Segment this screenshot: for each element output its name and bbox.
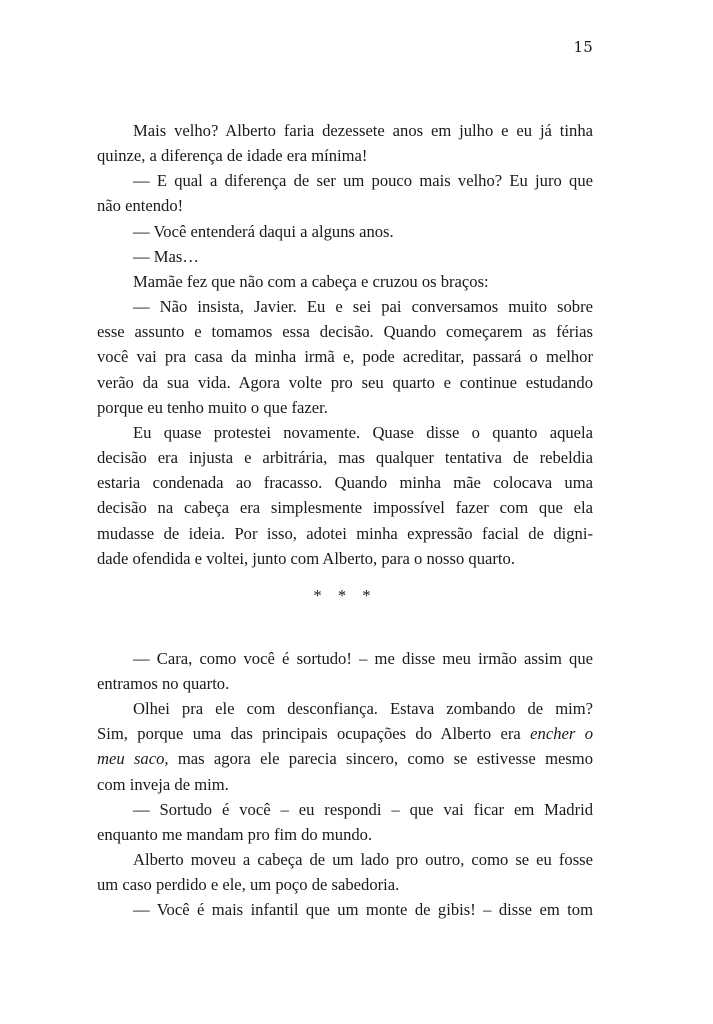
paragraph	[97, 219, 593, 244]
paragraph	[97, 294, 593, 420]
text-line: — Não insista, Javier. Eu e sei pai conversamos muito sobre	[133, 297, 593, 317]
text-line: — Cara, como você é sortudo! – me disse meu irmão assim que	[133, 648, 593, 668]
text-line: estaria condenada ao fracasso. Quando minha mãe colocava uma	[97, 473, 593, 493]
text-run: Sim, porque uma das principais ocupações do Alberto era	[97, 724, 531, 744]
text-line: você vai pra casa da minha irmã e, pode acreditar, passará o melhor	[97, 347, 593, 367]
text-line: porque eu tenho muito o que fazer.	[97, 397, 328, 417]
paragraph	[97, 797, 593, 847]
text-line: — Você entenderá daqui a alguns anos.	[133, 221, 394, 241]
paragraph	[97, 847, 593, 897]
text-line: não entendo!	[97, 196, 184, 216]
text-line: Alberto moveu a cabeça de um lado pro outro, como se eu fosse	[133, 850, 593, 870]
text-line: decisão era injusta e arbitrária, mas qualquer tentativa de rebeldia	[97, 448, 593, 468]
text-line: enquanto me mandam pro fim do mundo.	[97, 824, 373, 844]
text-line: mudasse de ideia. Por isso, adotei minha expressão facial de digni-	[97, 523, 593, 543]
paragraph	[97, 696, 593, 797]
text-line: — Mas…	[133, 246, 199, 266]
page-number: 15	[573, 38, 593, 56]
paragraph	[97, 897, 593, 922]
text-line: quinze, a diferença de idade era mínima!	[97, 146, 368, 166]
paragraph	[97, 646, 593, 696]
italic-text: encher o	[530, 724, 593, 744]
text-line: entramos no quarto.	[97, 673, 230, 693]
paragraph	[97, 118, 593, 168]
text-line: Mamãe fez que não com a cabeça e cruzou os braços:	[133, 271, 489, 291]
text-run: mas agora ele parecia sincero, como se estivesse mesmo	[168, 749, 594, 769]
paragraph	[97, 168, 593, 218]
text-line: Olhei pra ele com desconfiança. Estava zombando de mim?	[133, 699, 593, 719]
text-line: — Sortudo é você – eu respondi – que vai ficar em Madrid	[133, 799, 593, 819]
text-line: Mais velho? Alberto faria dezessete anos em julho e eu já tinha	[133, 121, 593, 140]
text-line: verão da sua vida. Agora volte pro seu quarto e continue estudando	[97, 372, 593, 392]
paragraph	[97, 420, 593, 571]
text-line: esse assunto e tomamos essa decisão. Quando começarem as férias	[97, 322, 593, 342]
text-line: dade ofendida e voltei, junto com Alberto, para o nosso quarto.	[97, 548, 515, 568]
body-text	[97, 118, 593, 923]
italic-text: meu saco,	[97, 749, 169, 769]
text-line: decisão na cabeça era simplesmente impossível fazer com que ela	[97, 498, 593, 518]
text-line	[97, 746, 593, 771]
section-separator: * * *	[313, 585, 377, 605]
text-line: — E qual a diferença de ser um pouco mais velho? Eu juro que	[133, 171, 593, 191]
paragraph	[97, 244, 593, 269]
text-line	[97, 721, 593, 746]
paragraph	[97, 269, 593, 294]
text-line: Eu quase protestei novamente. Quase disse o quanto aquela	[133, 422, 593, 442]
text-line: — Você é mais infantil que um monte de gibis! – disse em tom	[133, 900, 593, 920]
text-line: com inveja de mim.	[97, 774, 229, 794]
text-line: um caso perdido e ele, um poço de sabedoria.	[97, 875, 400, 895]
